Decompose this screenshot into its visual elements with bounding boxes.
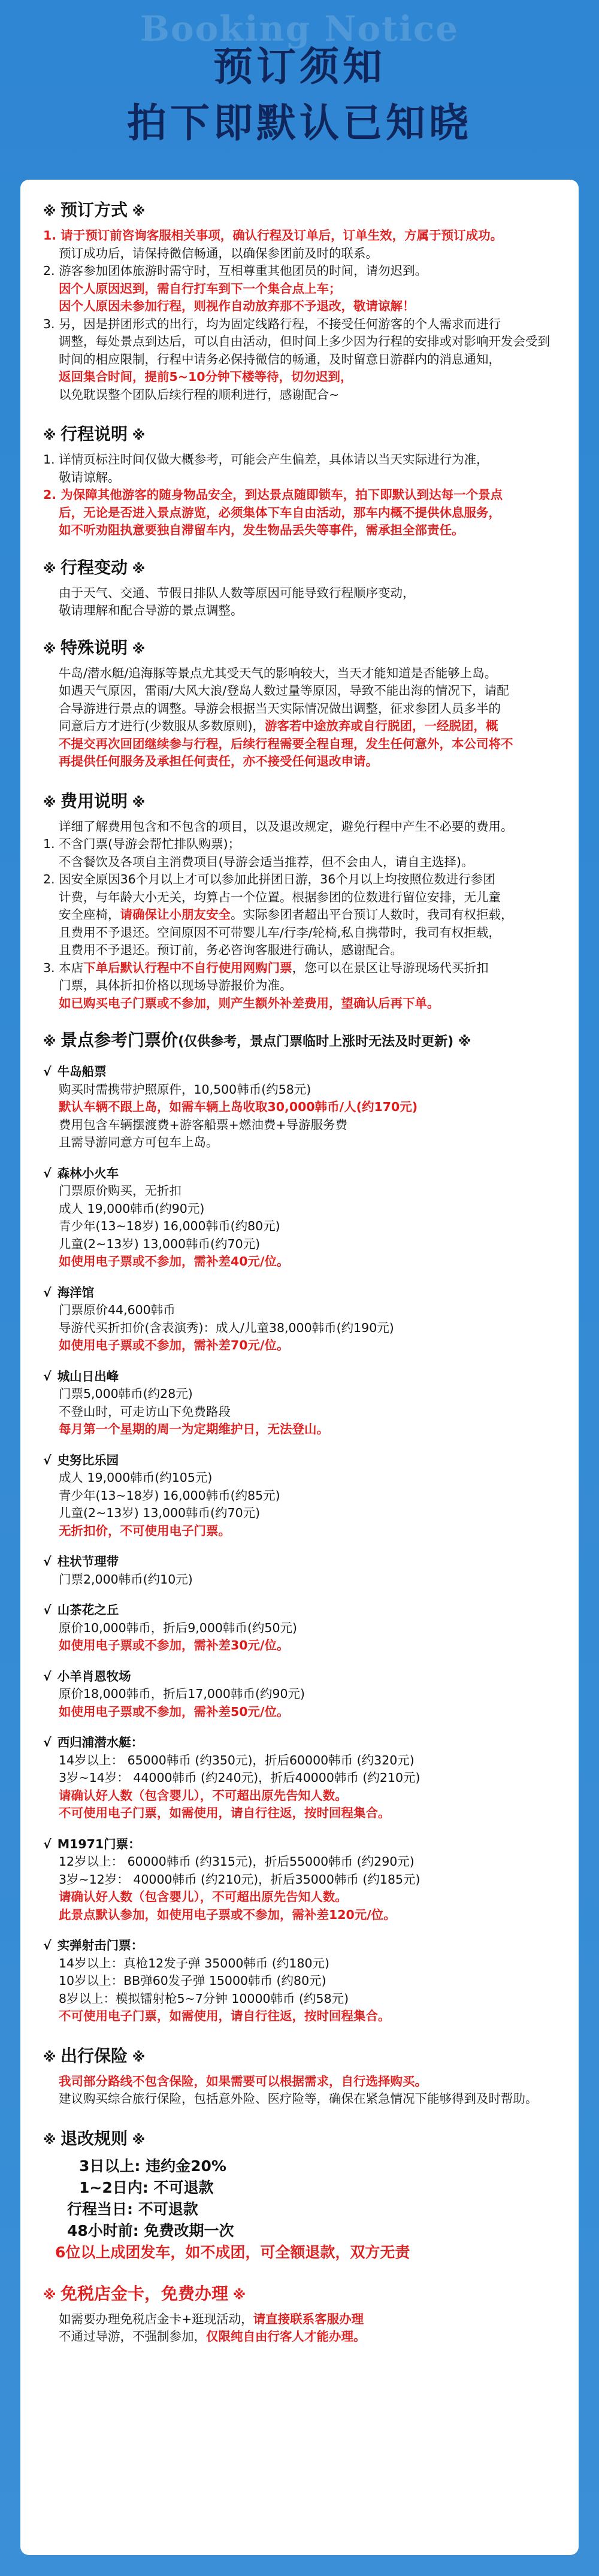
section-itinerary-title: ※ 行程说明 ※ <box>43 424 146 444</box>
booking-line: 因个人原因未参加行程，则视作自动放弃那不予退改，敬请谅解！ <box>59 299 415 313</box>
ticket-item-name: √ 史努比乐园 <box>43 1452 119 1467</box>
header-watermark-text: Booking Notice <box>140 8 459 49</box>
ticket-item <box>43 1063 556 1152</box>
ticket-item-line: 默认车辆不跟上岛，如需车辆上岛收取30,000韩币/人(约170元) <box>59 1100 418 1114</box>
ticket-item <box>43 1368 556 1439</box>
changes-line: 敬请理解和配合导游的景点调整。 <box>59 603 243 617</box>
refund-rule: 48小时前: 免费改期一次 <box>67 2221 234 2239</box>
fees-line: 且费用不予退还。空间原因不可带婴儿车/行李/轮椅,私自携带时，我司有权拒载， <box>59 925 501 940</box>
ticket-item-line: 原价18,000韩币，折后17,000韩币(约90元) <box>59 1687 305 1701</box>
ticket-item <box>43 1165 556 1271</box>
booking-line: 以免耽误整个团队后续行程的顺利进行，感谢配合~ <box>59 387 340 402</box>
itinerary-line: 敬请谅解。 <box>59 470 120 485</box>
ticket-item-line: 门票原价44,600韩币 <box>59 1303 176 1317</box>
dutyfree-line: 不通过导游，不强制参加，仅限纯自由行客人才能办理。 <box>59 2329 366 2344</box>
special-line: 牛岛/潜水艇/追海豚等景点尤其受天气的影响较大，当天才能知道是否能够上岛。 <box>59 665 497 680</box>
check-icon: √ <box>43 1064 52 1079</box>
ticket-item-line: 不登山时，可走访山下免费路段 <box>59 1404 231 1419</box>
insurance-line: 我司部分路线不包含保险，如果需要可以根据需求，自行选择购买。 <box>59 2073 427 2088</box>
ticket-item-name: √ 牛岛船票 <box>43 1064 107 1079</box>
fees-line: 计费，与年龄大小无关，均算占一个位置。根据参团的位数进行留位安排，无儿童 <box>59 889 501 904</box>
ticket-item-line: 如使用电子票或不参加，需补差40元/位。 <box>59 1254 289 1269</box>
ticket-item <box>43 1284 556 1355</box>
fees-line: 2. 因安全原因36个月以上才可以参加此拼团日游，36个月以上均按照位数进行参团 <box>43 872 495 886</box>
special-line: 不提交再次回团继续参与行程，后续行程需要全程自理，发生任何意外，本公司将不 <box>59 736 513 751</box>
ticket-item-line: 此景点默认参加，如使用电子票或不参加，需补差120元/位。 <box>59 1907 396 1922</box>
special-line: 同意后方才进行(少数服从多数原则)，游客若中途放弃或自行脱团，一经脱团，概 <box>59 719 498 733</box>
ticket-item-name: √ 山茶花之丘 <box>43 1603 119 1617</box>
ticket-item <box>43 1836 556 1924</box>
ticket-item-line: 青少年(13~18岁) 16,000韩币(约85元) <box>59 1488 280 1503</box>
ticket-item <box>43 1734 556 1823</box>
notice-card <box>20 180 579 2555</box>
refund-rule: 3日以上: 违约金20% <box>79 2157 226 2175</box>
ticket-item-line: 门票5,000韩币(约28元) <box>59 1387 193 1401</box>
itinerary-line: 2. 为保障其他游客的随身物品安全，到达景点随即锁车，拍下即默认到达每一个景点 <box>43 488 503 502</box>
fees-line: 门票，具体折扣价格以现场导游报价为准。 <box>59 978 292 992</box>
refund-rule: 6位以上成团发车，如不成团，可全额退款，双方无责 <box>55 2243 410 2261</box>
itinerary-line: 后，无论是否进入景点游览，必须集体下车自由活动，那车内概不提供休息服务， <box>59 505 501 520</box>
ticket-item-line: 儿童(2~13岁) 13,000韩币(约70元) <box>59 1236 261 1251</box>
ticket-item-line: 请确认好人数（包含婴儿），不可超出原先告知人数。 <box>59 1788 347 1803</box>
ticket-list <box>43 1063 556 2026</box>
ticket-item-line: 10岁以上：BB弹60发子弹 15000韩币 (约80元) <box>59 1973 326 1988</box>
fees-line: 3. 本店下单后默认行程中不自行使用网购门票，您可以在景区让导游现场代买折扣 <box>43 960 489 975</box>
ticket-item-line: 如使用电子票或不参加，需补差70元/位。 <box>59 1338 289 1352</box>
refund-rule: 行程当日: 不可退款 <box>67 2200 198 2218</box>
marker-icon: ※ <box>43 204 61 219</box>
booking-line: 因个人原因迟到，需自行打车到下一个集合点上车； <box>59 281 341 296</box>
section-ticket-prices-title: ※ 景点参考门票价(仅供参考，景点门票临时上涨时无法及时更新) ※ <box>43 1030 471 1050</box>
check-icon: √ <box>43 1603 52 1617</box>
check-icon: √ <box>43 1554 52 1569</box>
ticket-item-line: 购买时需携带护照原件，10,500韩币(约58元) <box>59 1082 311 1097</box>
ticket-item-line: 无折扣价，不可使用电子门票。 <box>59 1523 231 1538</box>
check-icon: √ <box>43 1166 52 1180</box>
ticket-item-line: 导游代买折扣价(含表演秀)：成人/儿童38,000韩币(约190元) <box>59 1320 394 1335</box>
check-icon: √ <box>43 1938 52 1953</box>
ticket-item-line: 门票2,000韩币(约10元) <box>59 1572 193 1587</box>
booking-line: 预订成功后，请保持微信畅通，以确保参团前及时的联系。 <box>59 246 378 261</box>
ticket-item-line: 3岁~12岁： 40000韩币 (约210元)，折后35000韩币 (约185元) <box>59 1872 420 1887</box>
ticket-item-line: 如使用电子票或不参加，需补差50元/位。 <box>59 1704 289 1719</box>
ticket-item <box>43 1668 556 1721</box>
section-insurance-title: ※ 出行保险 ※ <box>43 2045 146 2066</box>
booking-line: 返回集合时间，提前5~10分钟下楼等待，切勿迟到， <box>59 370 353 384</box>
booking-line: 2. 游客参加团体旅游时需守时，互相尊重其他团员的时间，请勿迟到。 <box>43 264 428 278</box>
fees-line: 如已购买电子门票或不参加，则产生额外补差费用，望确认后再下单。 <box>59 995 440 1010</box>
itinerary-line: 1. 详情页标注时间仅做大概参考，可能会产生偏差，具体请以当天实际进行为准， <box>43 452 489 467</box>
ticket-item <box>43 1937 556 2026</box>
ticket-item-name: √ 柱状节理带 <box>43 1554 119 1569</box>
ticket-item-line: 3岁~14岁： 44000韩币 (约240元)，折后40000韩币 (约210元) <box>59 1770 420 1785</box>
booking-line: 1. 请于预订前咨询客服相关事项，确认行程及订单后，订单生效，方属于预订成功。 <box>43 228 503 243</box>
booking-line: 调整，每处景点到达后，可以自由活动，但时间上多少因为行程的安排或对影响开发会受到 <box>59 334 550 349</box>
fees-line: 1. 不含门票(导游会帮忙排队购票)； <box>43 837 241 851</box>
check-icon: √ <box>43 1452 52 1467</box>
itinerary-line: 如不听劝阻执意要独自滞留车内，发生物品丢失等事件，需承担全部责任。 <box>59 523 464 537</box>
ticket-item-line: 且需导游同意方可包车上岛。 <box>59 1135 219 1149</box>
check-icon: √ <box>43 1735 52 1749</box>
ticket-item-name: √ 小羊肖恩牧场 <box>43 1669 131 1684</box>
header <box>0 0 599 180</box>
ticket-item-line: 门票原价购买，无折扣 <box>59 1183 181 1198</box>
ticket-item-line: 14岁以上： 65000韩币 (约350元)，折后60000韩币 (约320元) <box>59 1752 415 1767</box>
check-icon: √ <box>43 1285 52 1300</box>
ticket-item-line: 请确认好人数（包含婴儿），不可超出原先告知人数。 <box>59 1890 347 1904</box>
ticket-item-line: 青少年(13~18岁) 16,000韩币(约80元) <box>59 1219 280 1233</box>
ticket-item-line: 成人 19,000韩币(约105元) <box>59 1470 213 1485</box>
section-booking-method-title: ※ 预订方式 ※ <box>43 200 146 220</box>
booking-line: 3. 另，因是拼团形式的出行，均为固定线路行程，不接受任何游客的个人需求而进行 <box>43 316 501 331</box>
refund-rule: 1~2日内: 不可退款 <box>79 2178 214 2196</box>
fees-line: 不含餐饮及各项自主消费项目(导游会适当推荐，但不会由人，请自主选择)。 <box>59 854 474 869</box>
ticket-item-line: 每月第一个星期的周一为定期维护日，无法登山。 <box>59 1422 329 1436</box>
changes-line: 由于天气、交通、节假日排队人数等原因可能导致行程顺序变动， <box>59 585 415 600</box>
check-icon: √ <box>43 1836 52 1851</box>
ticket-item-name: √ 实弹射击门票： <box>43 1938 144 1953</box>
ticket-item-line: 14岁以上：真枪12发子弹 35000韩币 (约180元) <box>59 1956 330 1970</box>
ticket-item-line: 儿童(2~13岁) 13,000韩币(约70元) <box>59 1506 261 1520</box>
section-fees-title: ※ 费用说明 ※ <box>43 791 146 811</box>
ticket-item-name: √ 森林小火车 <box>43 1166 119 1180</box>
page-subtitle: 拍下即默认已知晓 <box>127 99 472 146</box>
special-line: 如遇天气原因，雷雨/大风大浪/登岛人数过量等原因，导致不能出海的情况下，请配 <box>59 683 509 698</box>
section-dutyfree-title: ※ 免税店金卡，免费办理 ※ <box>43 2283 246 2303</box>
section-changes-title: ※ 行程变动 ※ <box>43 557 146 577</box>
ticket-item <box>43 1602 556 1655</box>
fees-line: 安全座椅，请确保让小朋友安全。实际参团者超出平台预订人数时，我司有权拒载， <box>59 907 513 922</box>
page-title: 预订须知 <box>213 43 386 90</box>
booking-line: 时间的相应限制，行程中请务必保持微信的畅通，及时留意日游群内的消息通知， <box>59 352 501 367</box>
special-line: 合导游进行景点的调整。导游会根据当天实际情况做出调整，征求参团人员多半的 <box>59 701 501 716</box>
insurance-line: 建议购买综合旅行保险，包括意外险、医疗险等，确保在紧急情况下能够得到及时帮助。 <box>59 2091 538 2106</box>
ticket-item-line: 成人 19,000韩币(约90元) <box>59 1201 205 1216</box>
ticket-item-line: 不可使用电子门票，如需使用，请自行往返，按时回程集合。 <box>59 1806 391 1820</box>
ticket-item-line: 原价10,000韩币，折后9,000韩币(约50元) <box>59 1620 297 1635</box>
ticket-item <box>43 1452 556 1540</box>
fees-line: 且费用不予退还。预订前，务必咨询客服进行确认，感谢配合。 <box>59 943 403 957</box>
special-line: 再提供任何服务及承担任何责任，亦不接受任何退改申请。 <box>59 754 378 768</box>
ticket-item-line: 8岁以上：模拟镭射枪5~7分钟 10000韩币 (约58元) <box>59 1991 349 2006</box>
ticket-item-line: 费用包含车辆摆渡费+游客船票+燃油费+导游服务费 <box>59 1117 348 1132</box>
check-icon: √ <box>43 1369 52 1384</box>
section-special-title: ※ 特殊说明 ※ <box>43 637 146 658</box>
ticket-item-line: 如使用电子票或不参加，需补差30元/位。 <box>59 1638 289 1652</box>
fees-line: 详细了解费用包含和不包含的项目，以及退改规定，避免行程中产生不必要的费用。 <box>59 819 513 834</box>
ticket-item-name: √ M1971门票： <box>43 1836 141 1851</box>
ticket-item-line: 12岁以上： 60000韩币 (约315元)，折后55000韩币 (约290元) <box>59 1854 415 1869</box>
section-refund-title: ※ 退改规则 ※ <box>43 2128 146 2148</box>
ticket-item-line: 不可使用电子门票，如需使用，请自行往返，按时回程集合。 <box>59 2009 391 2023</box>
ticket-item-name: √ 海洋馆 <box>43 1285 95 1300</box>
check-icon: √ <box>43 1669 52 1684</box>
ticket-item <box>43 1553 556 1588</box>
dutyfree-line: 如需要办理免税店金卡+逛现活动，请直接联系客服办理 <box>59 2311 364 2326</box>
ticket-item-name: √ 西归浦潜水艇： <box>43 1735 144 1749</box>
ticket-item-name: √ 城山日出峰 <box>43 1369 119 1384</box>
